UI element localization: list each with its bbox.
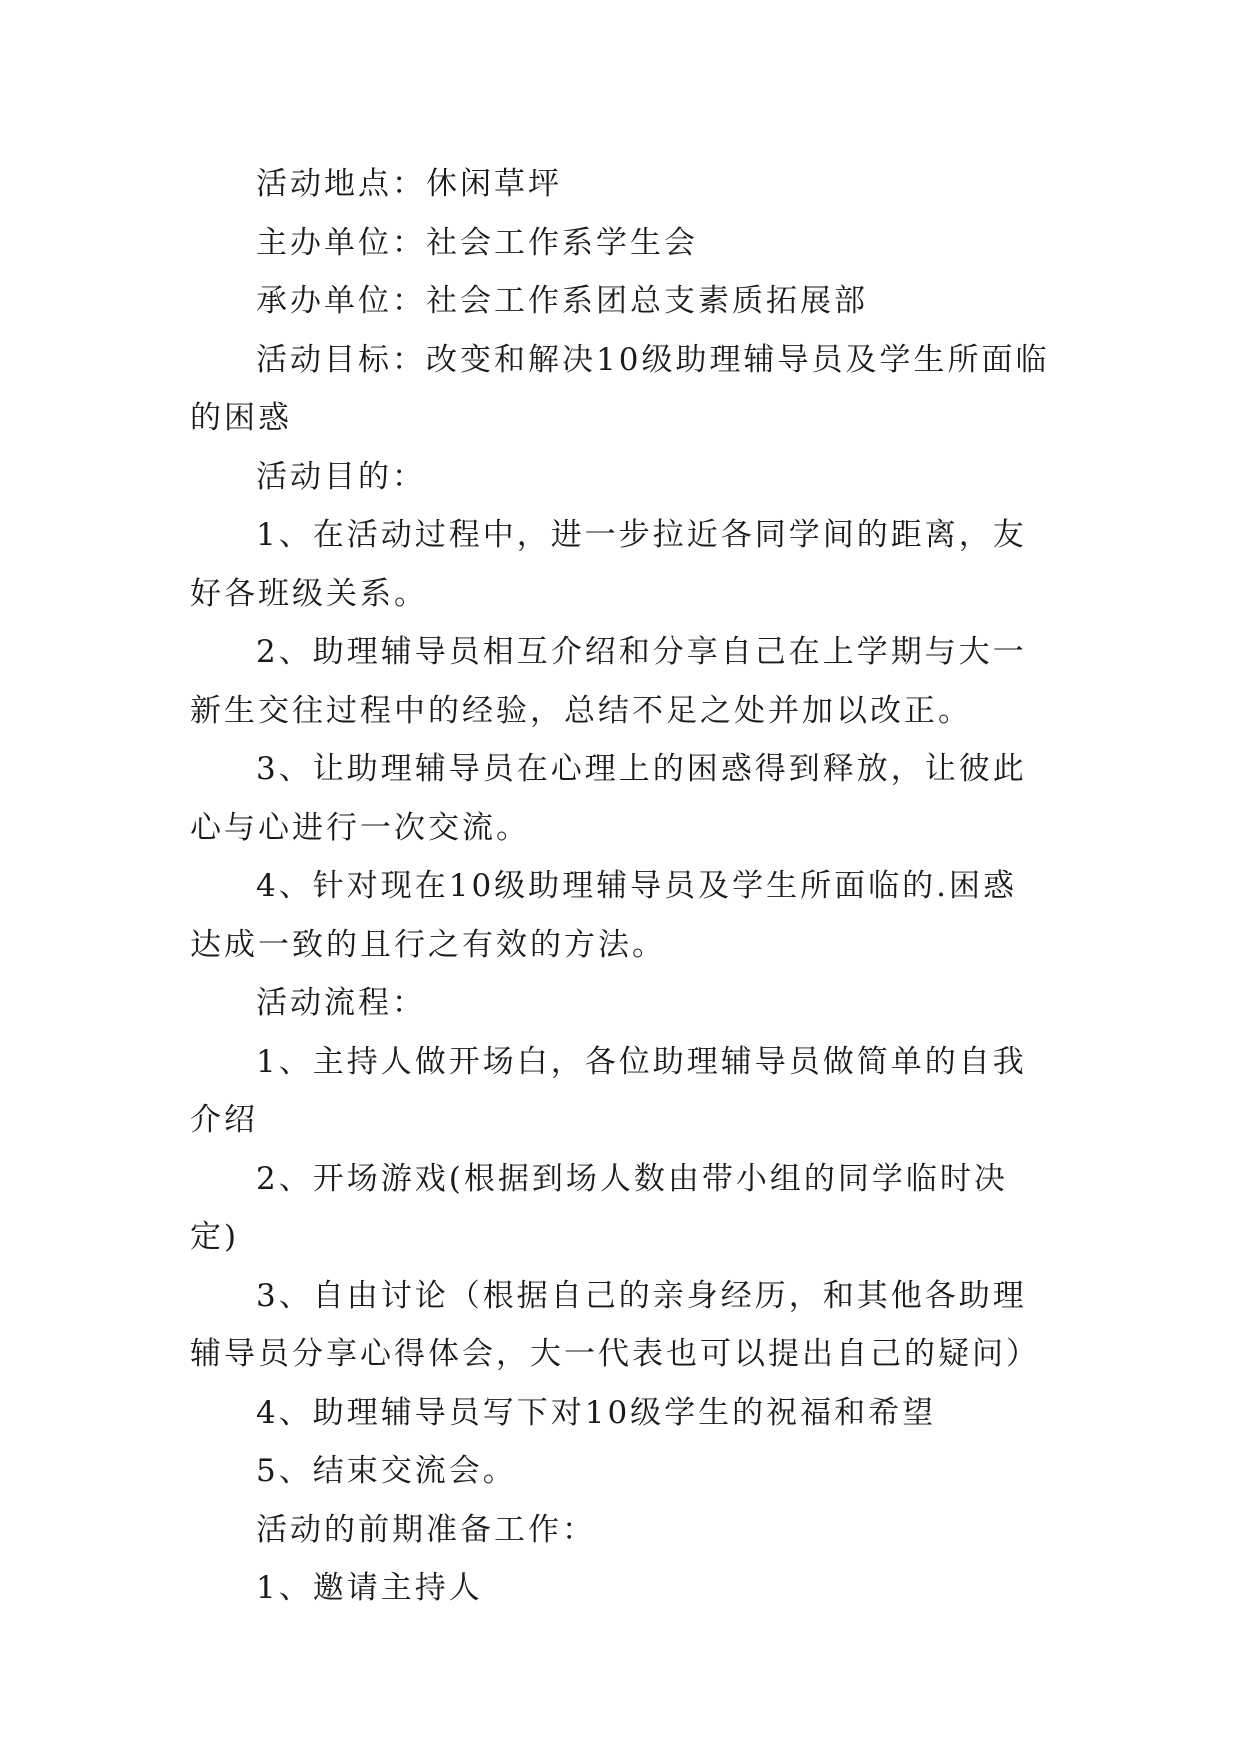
- heading-activity-process: 活动流程：: [256, 985, 426, 1021]
- list-item-process-2: 2、开场游戏(根据到场人数由带小组的同学临时决定): [190, 1160, 1008, 1255]
- heading-preparation-work: 活动的前期准备工作：: [256, 1511, 596, 1548]
- list-item-purpose-4: 4、针对现在10级助理辅导员及学生所面临的.困惑达成一致的且行之有效的方法。: [190, 868, 1018, 963]
- list-item-purpose-2: 2、助理辅导员相互介绍和分享自己在上学期与大一新生交往过程中的经验，总结不足之处并加以改正。: [190, 634, 1027, 729]
- list-item-process-1: 1、主持人做开场白，各位助理辅导员做简单的自我介绍: [190, 1043, 1027, 1138]
- paragraph-organizer-unit: 承办单位：社会工作系团总支素质拓展部: [256, 283, 868, 319]
- heading-activity-purpose: 活动目的：: [256, 458, 426, 495]
- paragraph-host-unit: 主办单位：社会工作系学生会: [256, 224, 698, 261]
- paragraph-activity-goal: 活动目标：改变和解决10级助理辅导员及学生所面临的困惑: [190, 341, 1050, 436]
- list-item-process-4: 4、助理辅导员写下对10级学生的祝福和希望: [256, 1394, 937, 1431]
- list-item-purpose-1: 1、在活动过程中，进一步拉近各同学间的距离，友好各班级关系。: [190, 517, 1027, 612]
- paragraph-activity-location: 活动地点：休闲草坪: [256, 166, 562, 202]
- document-body: [190, 155, 1050, 1618]
- list-item-preparation-1: 1、邀请主持人: [256, 1570, 483, 1606]
- list-item-process-5: 5、结束交流会。: [256, 1453, 517, 1489]
- list-item-purpose-3: 3、让助理辅导员在心理上的困惑得到释放，让彼此心与心进行一次交流。: [190, 751, 1027, 846]
- list-item-process-3: 3、自由讨论（根据自己的亲身经历，和其他各助理辅导员分享心得体会，大一代表也可以提出自己的疑问）: [190, 1277, 1040, 1372]
